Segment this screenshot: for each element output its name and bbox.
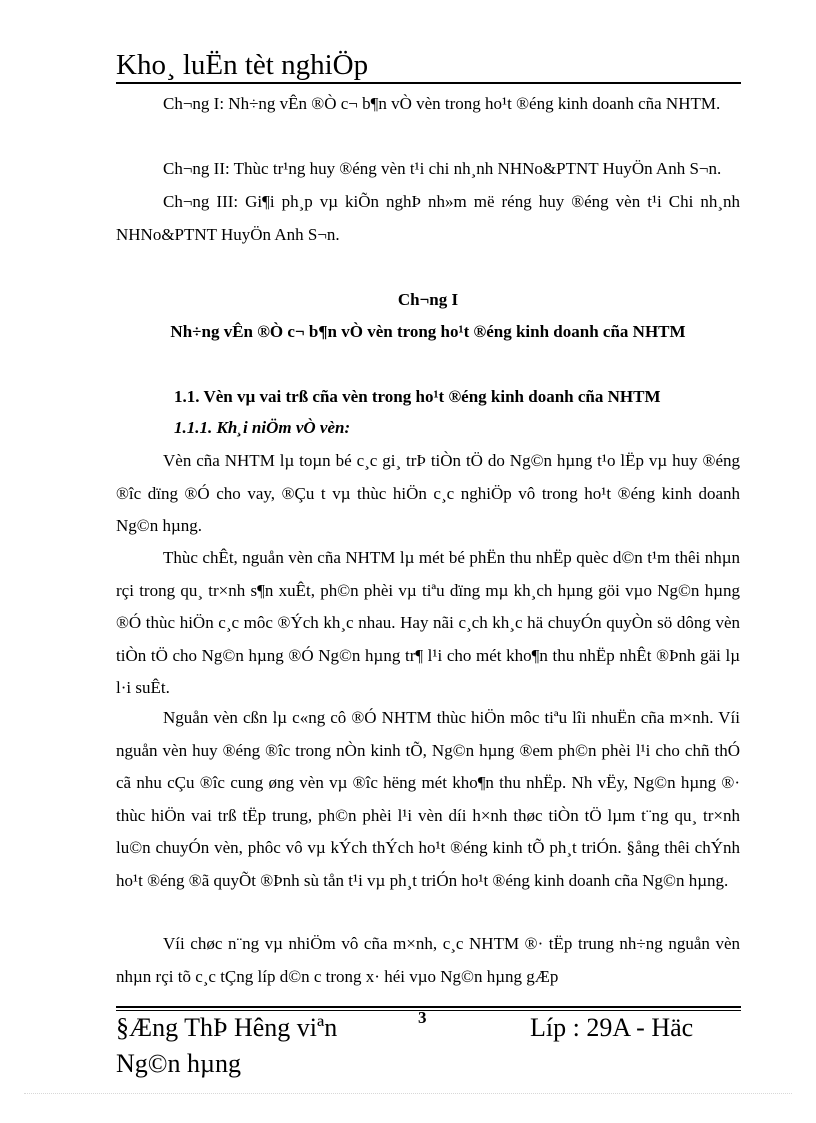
- chapter-title: Nh÷ng vÊn ®Ò c¬ b¶n vÒ vèn trong ho¹t ®éng kinh doanh cña NHTM: [170, 322, 686, 341]
- header-rule: [116, 82, 741, 84]
- intro-chapter-1: Ch¬ng I: Nh÷ng vÊn ®Ò c¬ b¶n vÒ vèn trong ho¹t ®éng kinh doanh cña NHTM.: [163, 94, 721, 113]
- intro-chapter-3: Ch¬ng III: Gi¶i ph¸p vµ kiÕn nghÞ nh»m më réng huy ®éng vèn t¹i Chi nh¸nh NHNo&PTNT HuyÖn Anh S¬n.: [116, 192, 740, 244]
- paragraph-essence: Thùc chÊt, nguån vèn cña NHTM lµ mét bé phËn thu nhËp quèc d©n t¹m thêi nhµn rçi trong qu¸ tr×nh s¶n xuÊt, ph©n phèi vµ tiªu dïng mµ kh¸ch hµng göi vµo Ng©n hµng ®Ó thùc hiÖn c¸c môc ®Ých kh¸c nhau. Hay nãi c¸ch kh¸c hä chuyÓn quyÒn sö dông vèn tiÒn tÖ cho Ng©n hµng ®Ó Ng©n hµng tr¶ l¹i cho mét kho¶n thu nhËp nhÊt ®Þnh gäi lµ l·i suÊt.: [116, 548, 740, 697]
- paragraph-definition: Vèn cña NHTM lµ toµn bé c¸c gi¸ trÞ tiÒn tÖ do Ng©n hµng t¹o lËp vµ huy ®éng ®îc dïng ®Ó cho vay, ®Çu t vµ thùc hiÖn c¸c nghiÖp vô trong ho¹t ®éng kinh doanh Ng©n hµng.: [116, 451, 740, 535]
- subsection-heading: 1.1.1. Kh¸i niÖm vÒ vèn:: [174, 418, 351, 437]
- page-header-title: Kho¸ luËn tèt nghiÖp: [116, 49, 369, 81]
- paragraph-function: Víi chøc n¨ng vµ nhiÖm vô cña m×nh, c¸c NHTM ®· tËp trung nh÷ng nguån vèn nhµn rçi tõ c¸c tÇng líp d©n c trong x· héi vµo Ng©n hµng gÆp: [116, 934, 740, 986]
- section-heading: 1.1. Vèn vµ vai trß cña vèn trong ho¹t ®éng kinh doanh cña NHTM: [174, 387, 661, 406]
- page-bottom-edge: [24, 1093, 792, 1094]
- paragraph-role: Nguån vèn cßn lµ c«ng cô ®Ó NHTM thùc hiÖn môc tiªu lîi nhuËn cña m×nh. Víi nguån vèn huy ®éng ®îc trong nÒn kinh tÕ, Ng©n hµng ®em ph©n phèi l¹i cho chñ thÓ cã nhu cÇu ®îc cung øng vèn vµ ®îc hëng mét kho¶n thu nhËp. Nh vËy, Ng©n hµng ®· thùc hiÖn vai trß tËp trung, ph©n phèi l¹i vèn díi h×nh thøc tiÒn tÖ lµm t¨ng qu¸ tr×nh lu©n chuyÓn vèn, phôc vô vµ kÝch thÝch ho¹t ®éng kinh tÕ ph¸t triÓn. §ång thêi chÝnh ho¹t ®éng ®ã quyÕt ®Þnh sù tån t¹i vµ ph¸t triÓn ho¹t ®éng kinh doanh cña Ng©n hµng.: [116, 708, 740, 890]
- footer-class: Líp : 29A - Häc: [530, 1013, 694, 1042]
- chapter-number: Ch¬ng I: [397, 290, 459, 309]
- footer-author: §Æng ThÞ Hêng viªn Ng©n hµng: [116, 1013, 338, 1078]
- intro-chapter-2: Ch¬ng II: Thùc tr¹ng huy ®éng vèn t¹i chi nh¸nh NHNo&PTNT HuyÖn Anh S¬n.: [163, 159, 722, 178]
- page-number: 3: [418, 1008, 427, 1027]
- footer-rule-thick: [116, 1006, 741, 1008]
